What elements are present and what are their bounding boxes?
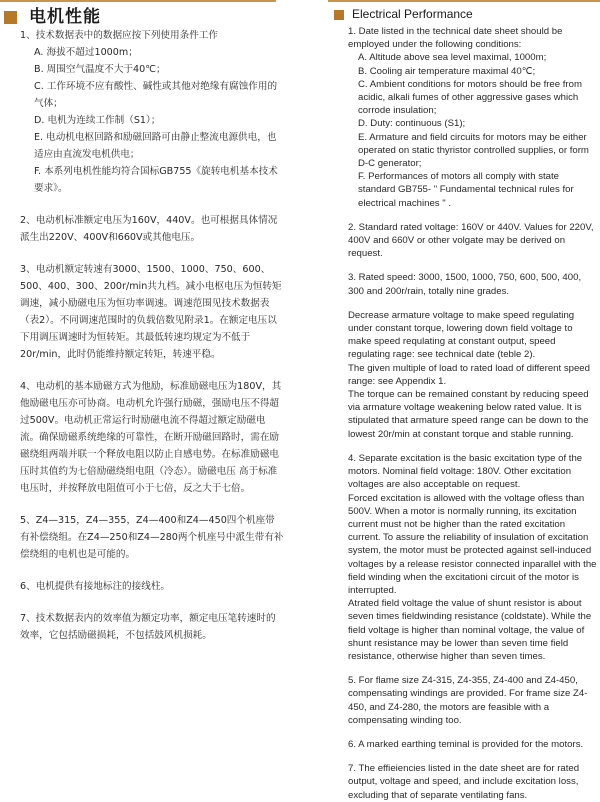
item-7: 7、技术数据表内的效率值为额定功率，额定电压笔转速时的效率，它包括励磁损耗，不包括鼓风机损耗。: [20, 613, 276, 641]
item-1-f: F. Performances of motors all comply with state standard GB755- " Fundamental technical rules for electrical machines " .: [358, 171, 574, 209]
item-1-c: C. 工作环境不应有酸性、碱性或其他对绝缘有腐蚀作用的气体；: [34, 81, 278, 109]
section-heading: [334, 7, 598, 23]
item-4-para-a: Forced excitation is allowed with the voltage ofless than 500V. When a motor is normally running, its excitation current must not be higher than the rated excitation current. To assure the reliability of insulation of excitation system, the motor must be protected against sell-induced voltages by a release resistor connected inparallel with the field winding when the excitationi circuit of the motor is interrupted.: [348, 492, 597, 596]
english-column: [300, 0, 600, 802]
item-1-b: B. Cooling air temperature maximal 40℃;: [358, 65, 536, 77]
item-1-b: B. 周围空气温度不大于40℃；: [34, 64, 166, 75]
heading-text: Electrical Performance: [352, 7, 473, 22]
item-1-d: D. 电机为连续工作制（S1）；: [34, 115, 161, 126]
item-3-para-c: The torque can be remained constant by reducing speed via armature voltage weakening below rated value. It is stipulated that armature speed range can be down to the lowest 20r/min at constant torque and stable running.: [348, 389, 589, 440]
item-3: 3. Rated speed: 3000, 1500, 1000, 750, 600, 500, 400, 300 and 200r/rain, totally nine grades.: [348, 272, 582, 297]
heading-text: 电机性能: [29, 6, 101, 27]
item-1-c: C. Ambient conditions for motors should be free from acidic, alkali fumes of other aggressive gases which corrode insulation;: [358, 78, 582, 117]
item-4: 4. Separate excitation is the basic excitation type of the motors. Nominal field voltage: 180V. Other excitation voltages are also acceptable on request.: [348, 452, 583, 491]
section-heading: [4, 7, 284, 27]
item-1-f: F. 本系列电机性能均符合国标GB755《旋转电机基本技术要求》。: [34, 166, 278, 194]
item-1: 1、技术数据表中的数据应按下列使用条件工作: [20, 30, 218, 41]
item-1-e: E. Armature and field circuits for motors may be either operated on static thyristor controlled supplies, or form D-C generator;: [358, 131, 589, 170]
item-4: 4、电动机的基本励磁方式为他励，标准励磁电压为180V，其他励磁电压亦可协商。电动机允许强行励磁，强励电压不得超过500V。电动机正常运行时励磁电流不得超过额定励磁电流。确保励磁系统绝缘的可靠性，在断开励磁回路时，需在励磁绕组两端并联一个释放电阻以防止自感电势。在标准励磁电压时其值约为七倍励磁绕组电阻（冷态）。励磁电压 高于标准电压时，并按释放电阻值可小于七倍，反之大于七倍。: [20, 381, 282, 494]
item-3: 3、电动机额定转速有3000、1500、1000、750、600、500、400、300、200r/min共九档。减小电枢电压为恒转矩调速，减小励磁电压为恒功率调速。调速范围见技术数据表（表2）。不同调速范围时的负载倍数见附录1。在额定电压以下用调压调速时为恒转矩。其最低转速均规定为不低于20r/min，此时仍能维持额定转矩，转速平稳。: [20, 264, 282, 360]
item-2: 2. Standard rated voltage: 160V or 440V. Values for 220V, 400V and 660V or other volgate may be derived on request.: [348, 221, 594, 260]
accent-bar: [328, 0, 600, 2]
item-6: 6. A marked earthing teminal is provided for the motors.: [348, 738, 584, 750]
item-5: 5、Z4—315，Z4—355，Z4—400和Z4—450四个机座带有补偿绕组。在Z4—250和Z4—280两个机座号中派生带有补偿绕组的电机也是可能的。: [20, 515, 284, 560]
heading-square-icon: [4, 11, 17, 24]
item-4-para-b: Atrated field voltage the value of shunt resistor is about seven times fieldwinding resistance (coldstate). While the field voltage is higher than nominal voltage, the value of shunt resistance may be lower than seven time field resistance, otherwise higher than seven times.: [348, 598, 592, 662]
accent-bar: [0, 0, 276, 2]
item-5: 5. For flame size Z4-315, Z4-355, Z4-400 and Z4-450, compensating windings are provided. For frame size Z4-450, and Z4-280, the motors are feasible with a compensating winding too.: [348, 675, 588, 726]
item-6: 6、电机提供有接地标注的接线柱。: [20, 581, 171, 592]
item-3-para-a: Decrease armature voltage to make speed regulating under constant torque, lowering down field voltage to make speed requlating at constant output, speed regulating rage: see technical date (teble 2).: [348, 309, 575, 361]
item-7: 7. The effieiencies listed in the date sheet are for rated output, voltage and speed, and include excitation loss, excluding that of separate ventilating fans.: [348, 763, 580, 801]
chinese-column: [0, 0, 292, 644]
item-1: 1. Date listed in the technical date sheet should be employed under the following conditions:: [348, 26, 563, 51]
item-1-a: A. Altitude above sea level maximal, 1000m;: [358, 52, 547, 64]
item-2: 2、电动机标准额定电压为160V，440V。也可根据具体情况派生出220V、400V和660V或其他电压。: [20, 215, 278, 243]
item-1-d: D. Duty: continuous (S1);: [358, 118, 466, 130]
heading-square-icon: [334, 10, 344, 20]
item-1-e: E. 电动机电枢回路和励磁回路可由静止整流电源供电，也适应由直流发电机供电；: [34, 132, 277, 160]
item-1-a: A. 海拔不超过1000m；: [34, 47, 138, 58]
item-3-para-b: The given multiple of load to rated load of different speed range: see Appendix 1.: [348, 362, 590, 387]
